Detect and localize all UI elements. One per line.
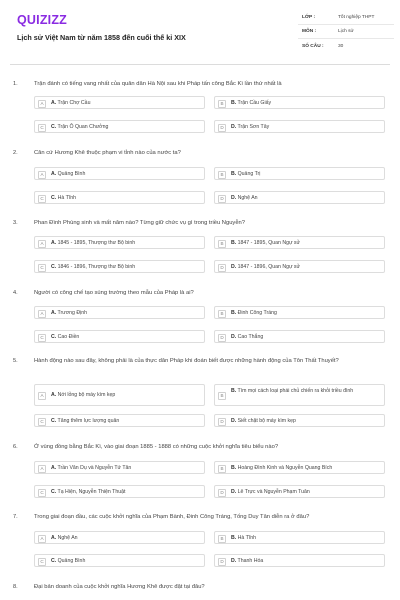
option-d[interactable]	[214, 414, 385, 427]
option-letter-badge: D	[218, 124, 226, 132]
option-text: Tìm mọi cách loại phái chủ chiến ra khỏi triều đình	[237, 388, 354, 394]
option-content	[231, 465, 380, 472]
option-content	[231, 171, 380, 178]
option-text: Quảng Bình	[57, 558, 86, 564]
meta-value: 30	[338, 43, 344, 49]
option-prefix: C.	[51, 334, 57, 340]
option-text: Trận Ô Quan Chưởng	[57, 124, 109, 130]
question-number: 5.	[13, 358, 18, 364]
option-text: Thanh Hóa	[237, 558, 264, 564]
option-content	[231, 310, 380, 317]
option-content	[231, 100, 380, 107]
option-d[interactable]	[214, 485, 385, 498]
option-prefix: B.	[231, 171, 237, 177]
option-content	[231, 489, 380, 496]
option-prefix: C.	[51, 195, 57, 201]
meta-key: MÔN :	[302, 29, 317, 34]
option-letter-badge: D	[218, 418, 226, 426]
option-letter-badge: B	[218, 465, 226, 473]
question-text: Người có công chế tạo súng trường theo mẫu của Pháp là ai?	[34, 290, 194, 296]
option-prefix: B.	[231, 240, 237, 246]
option-a[interactable]	[34, 96, 205, 109]
option-text: Quảng Bình	[57, 171, 86, 177]
option-a[interactable]	[34, 236, 205, 249]
option-text: Cao Thắng	[237, 334, 264, 340]
option-d[interactable]	[214, 554, 385, 567]
option-prefix: D.	[231, 418, 237, 424]
meta-value: Tốt nghiệp THPT	[338, 15, 375, 20]
option-b[interactable]	[214, 531, 385, 544]
option-a[interactable]	[34, 306, 205, 319]
option-prefix: B.	[231, 310, 237, 316]
question-text: Trong giai đoạn đầu, các cuộc khởi nghĩa của Phạm Bành, Đinh Công Tráng, Tống Duy Tân diễn ra ở đâu?	[34, 514, 310, 520]
option-text: Tăng thêm lực lượng quân	[57, 418, 120, 424]
option-letter-badge: C	[38, 489, 46, 497]
question-number: 6.	[13, 444, 18, 450]
option-b[interactable]	[214, 236, 385, 249]
option-content	[231, 195, 380, 202]
option-content	[51, 418, 200, 425]
option-content	[231, 388, 380, 395]
quizizz-logo: QUIZIZZ	[17, 13, 68, 27]
option-letter-badge: D	[218, 195, 226, 203]
option-letter-badge: C	[38, 334, 46, 342]
worksheet-header	[0, 0, 400, 62]
option-text: Lê Trực và Nguyễn Phạm Tuân	[237, 489, 310, 495]
option-content	[231, 124, 380, 131]
question-number: 8.	[13, 584, 18, 590]
option-content	[51, 334, 200, 341]
option-letter-badge: B	[218, 240, 226, 248]
meta-value: Lịch sử	[338, 29, 354, 34]
option-b[interactable]	[214, 306, 385, 319]
option-letter-badge: A	[38, 171, 46, 179]
option-letter-badge: C	[38, 418, 46, 426]
option-prefix: A.	[51, 171, 57, 177]
option-content	[51, 171, 200, 178]
option-c[interactable]	[34, 191, 205, 204]
option-c[interactable]	[34, 120, 205, 133]
option-text: Trận Chợ Cầu	[57, 100, 91, 106]
option-prefix: A.	[51, 465, 57, 471]
option-content	[51, 100, 200, 107]
option-prefix: A.	[51, 310, 57, 316]
option-letter-badge: A	[38, 240, 46, 248]
option-prefix: A.	[51, 100, 57, 106]
option-text: Hà Tĩnh	[57, 195, 76, 201]
option-content	[51, 264, 200, 271]
option-content	[231, 334, 380, 341]
option-prefix: C.	[51, 264, 57, 270]
question-text: Đại bản doanh của cuộc khởi nghĩa Hương Khê được đặt tại đâu?	[34, 584, 205, 590]
meta-key: LỚP :	[302, 15, 316, 20]
question-text: Ở vùng đồng bằng Bắc Kì, vào giai đoạn 1885 - 1888 có những cuộc khởi nghĩa tiêu biểu nào?	[34, 444, 279, 450]
option-letter-badge: B	[218, 171, 226, 179]
option-text: Trần Văn Dụ và Nguyễn Tứ Tân	[57, 465, 132, 471]
meta-key: SỐ CÂU :	[302, 43, 324, 49]
option-a[interactable]	[34, 461, 205, 474]
option-text: Nghệ An	[237, 195, 258, 201]
option-text: 1847 - 1895, Quan Ngự sử	[237, 240, 300, 246]
option-content	[231, 264, 380, 271]
option-c[interactable]	[34, 414, 205, 427]
option-prefix: B.	[231, 100, 237, 106]
option-d[interactable]	[214, 120, 385, 133]
question-text: Trận đánh có tiếng vang nhất của quân dân Hà Nội sau khi Pháp tấn công Bắc Kì lần thứ nhất là	[34, 81, 282, 87]
option-b[interactable]	[214, 167, 385, 180]
header-divider	[10, 64, 390, 65]
option-letter-badge: A	[38, 100, 46, 108]
option-prefix: C.	[51, 489, 57, 495]
option-content	[51, 124, 200, 131]
option-text: Trận Cầu Giấy	[237, 100, 272, 106]
option-prefix: D.	[231, 558, 237, 564]
option-prefix: D.	[231, 124, 237, 130]
option-letter-badge: A	[38, 392, 46, 400]
option-text: 1845 - 1895, Thượng thư Bộ binh	[57, 240, 136, 246]
question-text: Phan Đình Phùng sinh và mất năm nào? Từng giữ chức vụ gì trong triều Nguyễn?	[34, 220, 246, 226]
option-c[interactable]	[34, 554, 205, 567]
option-d[interactable]	[214, 191, 385, 204]
option-letter-badge: C	[38, 558, 46, 566]
meta-row-subject	[298, 25, 394, 39]
option-prefix: D.	[231, 334, 237, 340]
question-number: 4.	[13, 290, 18, 296]
option-d[interactable]	[214, 330, 385, 343]
option-c[interactable]	[34, 260, 205, 273]
option-prefix: C.	[51, 124, 57, 130]
worksheet-title: Lịch sử Việt Nam từ năm 1858 đến cuối thế kỉ XIX	[17, 33, 186, 42]
meta-row-question-count	[298, 39, 394, 53]
worksheet-meta	[298, 11, 394, 53]
option-prefix: A.	[51, 240, 57, 246]
option-content	[51, 489, 200, 496]
option-text: Nới lỏng bộ máy kìm kẹp	[57, 392, 116, 398]
question-number: 1.	[13, 81, 18, 87]
option-text: Hoàng Đình Kinh và Nguyễn Quang Bích	[237, 465, 333, 471]
option-prefix: A.	[51, 535, 57, 541]
option-a[interactable]	[34, 531, 205, 544]
option-content	[51, 558, 200, 565]
question-text: Hành động nào sau đây, không phải là của thực dân Pháp khi đoán biết được những hành động của Tôn Thất Thuyết?	[34, 358, 339, 364]
option-letter-badge: D	[218, 489, 226, 497]
option-letter-badge: B	[218, 392, 226, 400]
option-letter-badge: B	[218, 100, 226, 108]
option-c[interactable]	[34, 485, 205, 498]
option-content	[51, 195, 200, 202]
option-content	[51, 240, 200, 247]
option-b[interactable]	[214, 384, 385, 406]
option-letter-badge: C	[38, 124, 46, 132]
option-letter-badge: C	[38, 264, 46, 272]
option-d[interactable]	[214, 260, 385, 273]
option-text: Trận Sơn Tây	[237, 124, 270, 130]
option-text: Tạ Hiện, Nguyễn Thiện Thuật	[57, 489, 126, 495]
option-content	[51, 465, 200, 472]
meta-row-class	[298, 11, 394, 25]
option-content	[231, 558, 380, 565]
option-prefix: B.	[231, 535, 237, 541]
option-content	[231, 418, 380, 425]
option-text: Nghệ An	[57, 535, 78, 541]
question-text: Căn cứ Hương Khê thuộc phạm vi tỉnh nào của nước ta?	[34, 150, 181, 156]
option-b[interactable]	[214, 96, 385, 109]
option-text: 1846 - 1896, Thượng thư Bộ binh	[57, 264, 136, 270]
option-content	[51, 310, 200, 317]
option-prefix: A.	[51, 392, 57, 398]
option-prefix: B.	[231, 388, 237, 394]
option-content	[231, 535, 380, 542]
option-prefix: C.	[51, 418, 57, 424]
option-letter-badge: B	[218, 310, 226, 318]
option-prefix: C.	[51, 558, 57, 564]
option-prefix: D.	[231, 195, 237, 201]
question-number: 7.	[13, 514, 18, 520]
option-letter-badge: B	[218, 535, 226, 543]
option-letter-badge: D	[218, 334, 226, 342]
option-letter-badge: D	[218, 264, 226, 272]
option-letter-badge: A	[38, 465, 46, 473]
option-text: Cao Điền	[57, 334, 80, 340]
option-letter-badge: C	[38, 195, 46, 203]
option-content	[231, 240, 380, 247]
option-text: Hà Tĩnh	[237, 535, 256, 541]
option-prefix: B.	[231, 465, 237, 471]
option-content	[51, 535, 200, 542]
option-a[interactable]	[34, 167, 205, 180]
option-b[interactable]	[214, 461, 385, 474]
option-text: Siết chặt bộ máy kìm kẹp	[237, 418, 296, 424]
option-prefix: D.	[231, 264, 237, 270]
option-text: Trương Định	[57, 310, 88, 316]
option-prefix: D.	[231, 489, 237, 495]
option-text: Đinh Công Tráng	[237, 310, 277, 316]
option-text: Quảng Trị	[237, 171, 261, 177]
option-letter-badge: A	[38, 535, 46, 543]
option-a[interactable]	[34, 384, 205, 406]
option-c[interactable]	[34, 330, 205, 343]
option-letter-badge: D	[218, 558, 226, 566]
question-number: 2.	[13, 150, 18, 156]
option-letter-badge: A	[38, 310, 46, 318]
option-content	[51, 392, 200, 399]
question-number: 3.	[13, 220, 18, 226]
option-text: 1847 - 1896, Quan Ngự sử	[237, 264, 300, 270]
